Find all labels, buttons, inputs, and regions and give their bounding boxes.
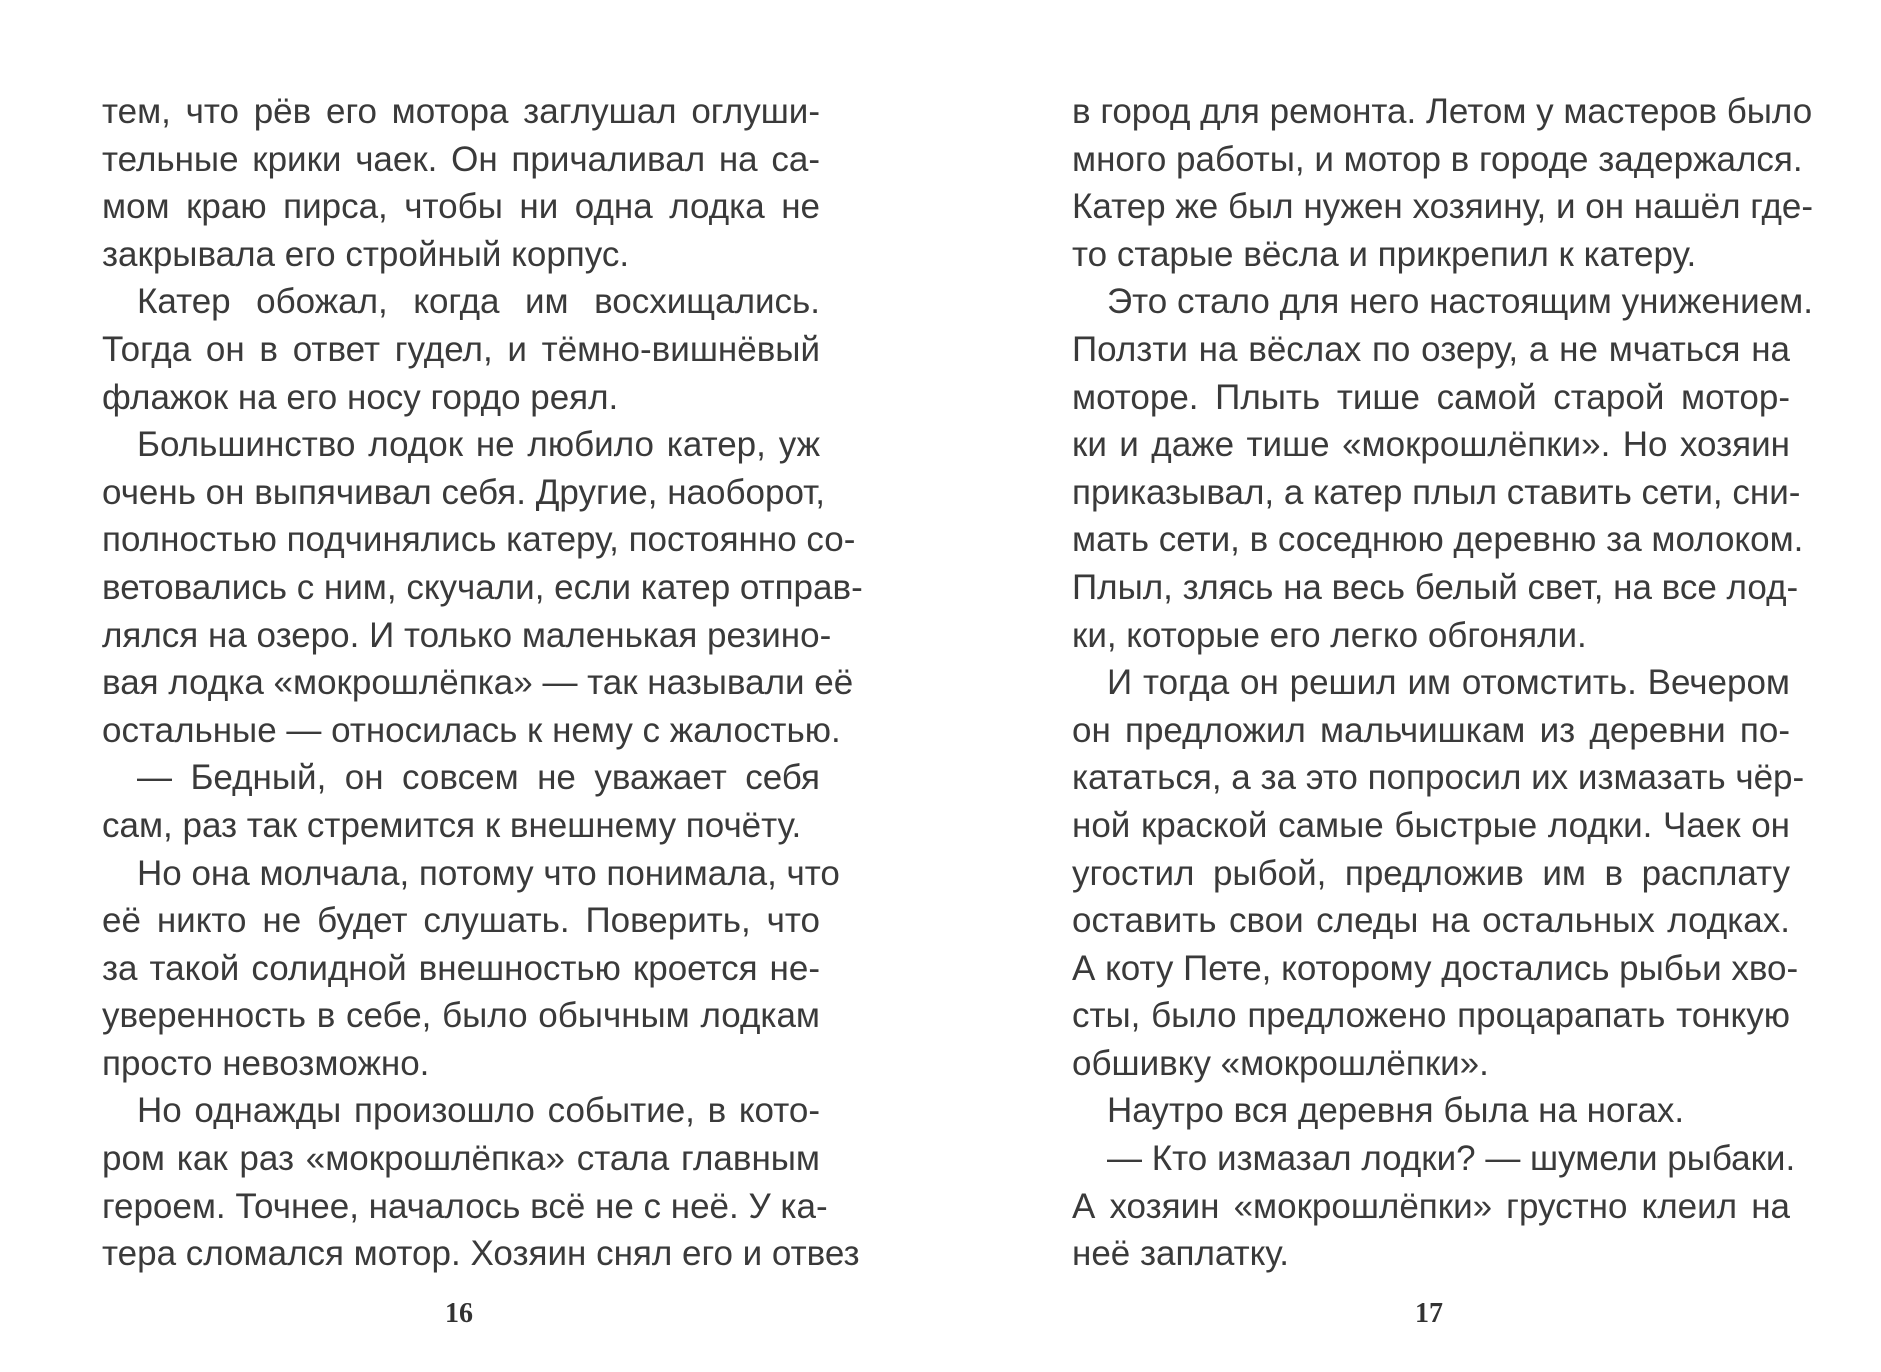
text-line: А хозяин «мокрошлёпки» грустно клеил на	[1072, 1186, 1790, 1226]
text-line: Это стало для него настоящим унижением.	[1107, 282, 1813, 322]
text-line: закрывала его стройный корпус.	[102, 234, 630, 274]
text-line: оставить свои следы на остальных лодках.	[1072, 901, 1790, 941]
text-line: сты, было предложено процарапать тонкую	[1072, 996, 1790, 1036]
text-line: — Кто измазал лодки? — шумели рыбаки.	[1107, 1139, 1796, 1179]
text-line: уверенность в себе, было обычным лодкам	[102, 996, 820, 1036]
right-page-text	[1072, 88, 1813, 1278]
text-line: ки и даже тише «мокрошлёпки». Но хозяин	[1072, 425, 1790, 465]
text-line: — Бедный, он совсем не уважает себя	[137, 758, 820, 798]
text-line: И тогда он решил им отомстить. Вечером	[1107, 663, 1790, 703]
text-line: Большинство лодок не любило катер, уж	[137, 425, 820, 465]
text-line: мом краю пирса, чтобы ни одна лодка не	[102, 187, 820, 227]
text-line: остальные — относилась к нему с жалостью.	[102, 710, 841, 750]
text-line: Тогда он в ответ гудел, и тёмно-вишнёвый	[102, 329, 820, 369]
text-line: то старые вёсла и прикрепил к катеру.	[1072, 234, 1697, 274]
text-line: неё заплатку.	[1072, 1234, 1290, 1274]
text-line: Плыл, злясь на весь белый свет, на все лод-	[1072, 567, 1799, 607]
text-line: приказывал, а катер плыл ставить сети, сни-	[1072, 472, 1801, 512]
text-line: Но она молчала, потому что понимала, что	[137, 853, 840, 893]
text-line: обшивку «мокрошлёпки».	[1072, 1043, 1489, 1083]
text-line: А коту Пете, которому достались рыбьи хво-	[1072, 948, 1799, 988]
text-line: тера сломался мотор. Хозяин снял его и отвез	[102, 1234, 860, 1274]
text-line: Ползти на вёслах по озеру, а не мчаться на	[1072, 329, 1790, 369]
text-line: её никто не будет слушать. Поверить, что	[102, 901, 820, 941]
text-line: за такой солидной внешностью кроется не-	[102, 948, 820, 988]
text-line: очень он выпячивал себя. Другие, наоборот,	[102, 472, 826, 512]
text-line: полностью подчинялись катеру, постоянно со-	[102, 520, 856, 560]
right-page-number: 17	[1415, 1298, 1443, 1329]
left-page-text	[102, 88, 863, 1278]
text-line: Но однажды произошло событие, в кото-	[137, 1091, 820, 1131]
text-line: Катер обожал, когда им восхищались.	[137, 282, 820, 322]
text-line: тем, что рёв его мотора заглушал оглуши-	[102, 92, 820, 131]
text-line: ром как раз «мокрошлёпка» стала главным	[102, 1139, 820, 1179]
text-line: Катер же был нужен хозяину, и он нашёл где-	[1072, 187, 1813, 227]
text-line: Наутро вся деревня была на ногах.	[1107, 1091, 1685, 1131]
text-line: ной краской самые быстрые лодки. Чаек он	[1072, 805, 1790, 845]
text-line: угостил рыбой, предложив им в расплату	[1072, 853, 1790, 893]
text-line: флажок на его носу гордо реял.	[102, 377, 619, 417]
text-line: он предложил мальчишкам из деревни по-	[1072, 710, 1790, 750]
text-line: вая лодка «мокрошлёпка» — так называли её	[102, 663, 854, 703]
text-line: кататься, а за это попросил их измазать чёр-	[1072, 758, 1805, 798]
text-line: мать сети, в соседнюю деревню за молоком.	[1072, 520, 1804, 560]
text-line: сам, раз так стремится к внешнему почёту.	[102, 805, 802, 845]
text-line: тельные крики чаек. Он причаливал на са-	[102, 139, 820, 179]
text-line: ветовались с ним, скучали, если катер отправ-	[102, 567, 863, 607]
text-line: просто невозможно.	[102, 1043, 430, 1083]
text-line: ки, которые его легко обгоняли.	[1072, 615, 1587, 655]
text-line: много работы, и мотор в городе задержался.	[1072, 139, 1803, 179]
text-line: моторе. Плыть тише самой старой мотор-	[1072, 377, 1790, 417]
text-line: лялся на озеро. И только маленькая резино-	[102, 615, 832, 655]
text-line: героем. Точнее, началось всё не с неё. У ка-	[102, 1186, 828, 1226]
text-line: в город для ремонта. Летом у мастеров было	[1072, 92, 1813, 131]
left-page-number: 16	[445, 1298, 473, 1329]
